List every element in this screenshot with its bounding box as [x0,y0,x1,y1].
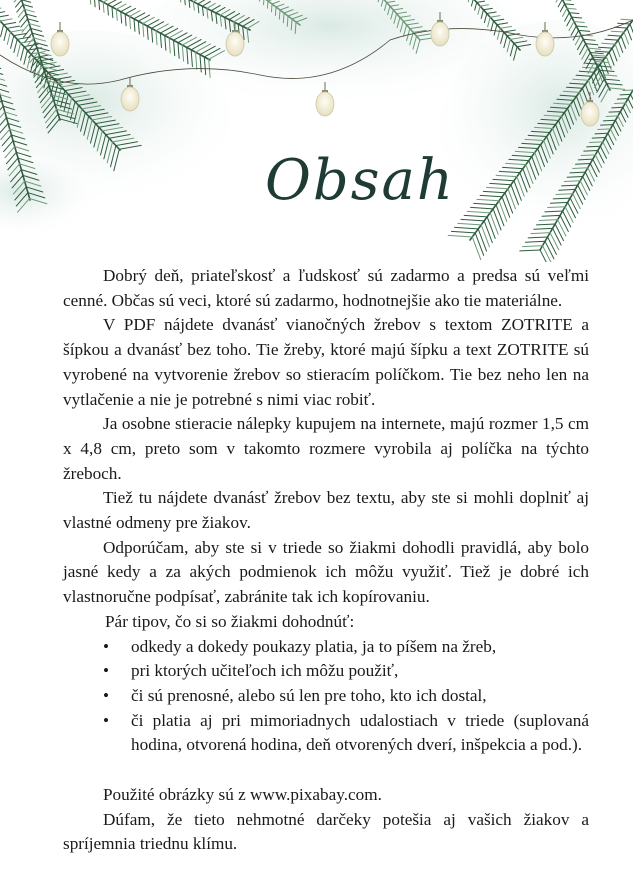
tips-list [63,635,589,759]
list-item: • odkedy a dokedy poukazy platia, ja to píšem na žreb, [63,635,589,660]
paragraph-recommendation: Odporúčam, aby ste si v triede so žiakmi dohodli pravidlá, aby bolo jasné kedy a za akých podmienok ich môžu využiť. Tiež je dobré ich vlastnoručne podpísať, zabránite tak ich kopírovaniu. [63,537,589,607]
paragraph-blank-tickets: Tiež tu nájdete dvanásť žrebov bez textu, aby ste si mohli doplniť aj vlastné odmeny pre žiakov. [63,488,589,533]
document-body [63,264,589,857]
paragraph-intro: Dobrý deň, priateľskosť a ľudskosť sú zadarmo a predsa sú veľmi cenné. Občas sú veci, ktoré sú zadarmo, hodnotnejšie ako tie materiálne. [63,266,589,310]
header-illustration [0,0,633,262]
paragraph-pdf-contents: V PDF nájdete dvanásť vianočných žrebov s textom ZOTRITE a šípkou a dvanásť bez toho. Tie žreby, ktoré majú šípku a text ZOTRITE sú vyrobené na vytvorenie žrebov so stieracím políčkom. Tie bez neho len na vytlačenie a nie je potrebné s nimi viac robiť. [63,315,589,409]
paragraph-image-credits: Použité obrázky sú z www.pixabay.com. [103,785,382,805]
page-title: Obsah [265,148,455,213]
bullet-icon: • [103,710,110,730]
list-item: • pri ktorých učiteľoch ich môžu použiť, [63,659,589,684]
bullet-icon: • [103,661,110,681]
list-item: • či platia aj pri mimoriadnych udalostiach v triede (suplovaná hodina, otvorená hodina, deň otvorených dverí, inšpekcia a pod.). [103,710,589,755]
list-item: • či sú prenosné, alebo sú len pre toho, kto ich dostal, [63,684,589,709]
paragraph-scratch-stickers: Ja osobne stieracie nálepky kupujem na internete, majú rozmer 1,5 cm x 4,8 cm, preto som v takomto rozmere vyrobila aj políčka na týchto žreboch. [63,414,589,483]
bullet-icon: • [103,685,110,705]
pine-lights-icon [0,0,633,262]
paragraph-closing-wish: Dúfam, že tieto nehmotné darčeky potešia aj vašich žiakov a spríjemnia triednu klímu. [63,809,589,854]
tips-intro: Pár tipov, čo si so žiakmi dohodnúť: [105,611,355,631]
bullet-icon: • [103,636,110,656]
